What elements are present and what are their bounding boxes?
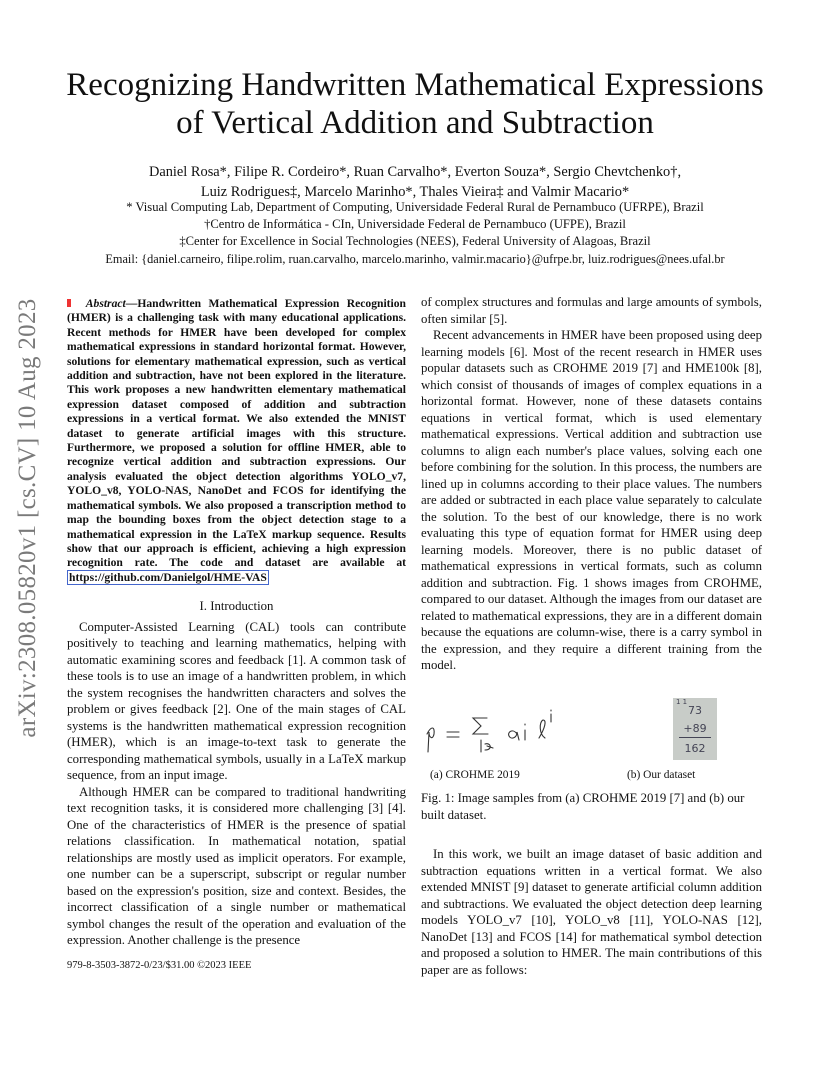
subcaption-a: (a) CROHME 2019 (430, 769, 520, 781)
affiliations (50, 199, 780, 268)
introduction (67, 590, 406, 949)
right-column-text (421, 294, 762, 674)
copyright-footer: 979-8-3503-3872-0/23/$31.00 ©2023 IEEE (67, 960, 252, 971)
annotation-marker (67, 299, 71, 307)
sum: 162 (684, 742, 706, 755)
contributions-intro (421, 846, 762, 978)
author-list (50, 162, 780, 202)
arxiv-sidebar (8, 278, 48, 758)
our-dataset-sample-image (673, 698, 717, 760)
right-paragraph-2: In this work, we built an image dataset of basic addition and subtraction equations written in a vertical format. We also extended MNIST [9] dataset to generate artificial column addition and subtractions. We evaluated the object detection deep learning models YOLO_v7 [10], YOLO_v8 [11], YOLO-NAS [12], NanoDet [13] and FCOS [14] for mathematical symbol detection and proposed a solution to HMER. The main contributions of this paper are as follows: (421, 847, 762, 977)
sum-line (679, 737, 711, 738)
right-paragraph-1: Recent advancements in HMER have been proposed using deep learning models [6]. Most of the recent research in HMER uses popular datasets such as CROHME 2019 [7] and HME100k [8], which consist of thousands of images of complex equations in a horizontal format. However, none of these datasets contains equations in vertical format, which is used elementary mathematical expressions. Vertical addition and subtraction use columns to align each number's place values, solving each one before combining for the solution. In this process, the numbers are lined up in columns according to their place values. The numbers are added or subtracted in each place value separately to calculate the solution. To the best of our knowledge, there is no work evaluating this type of equation format for HMER using deep learning models. Moreover, there is no public dataset of mathematical expressions in vertical formats, such as column addition and subtraction. Fig. 1 shows images from CROHME, compared to our dataset. Although the images from our dataset are related to mathematical expressions, they are in a different domain because the equations are column-wise, there is a carry symbol in the expression, and they require a different training from the model. (421, 328, 762, 672)
abstract (67, 297, 406, 585)
addend-2: +89 (683, 722, 707, 735)
affiliation-3: ‡Center for Excellence in Social Technologies (NEES), Federal University of Alagoas, Brazil (179, 234, 651, 248)
section-heading: I. Introduction (199, 599, 274, 613)
paper-title (50, 66, 780, 142)
authors-line-1: Daniel Rosa*, Filipe R. Cordeiro*, Ruan Carvalho*, Everton Souza*, Sergio Chevtchenko†, (148, 164, 682, 180)
figure-1 (421, 698, 762, 788)
affiliation-1: * Visual Computing Lab, Department of Computing, Universidade Federal Rural de Pernambuco (UFRPE), Brazil (126, 200, 704, 214)
intro-paragraph-2: Although HMER can be compared to traditional handwriting text recognition tasks, it is considered more challenging [3] [4]. One of the characteristics of HMER is the presence of spatial relations classification. In mathematical notation, spatial relationships are mostly used as implicit operators. For example, one number can be a superscript, subscript or regular number based on the expression's position, size and context. Besides, the incorrect classification of a single number or mathematical symbol changes the result of the operation and evaluation of the expression. Another challenge is the presence (67, 784, 406, 947)
arxiv-id: arXiv:2308.05820v1 [cs.CV] 10 Aug 2023 (14, 298, 41, 738)
figure-caption: Fig. 1: Image samples from (a) CROHME 2019 [7] and (b) our built dataset. (421, 791, 745, 822)
addend-1: 73 (688, 704, 702, 717)
abstract-text: —Handwritten Mathematical Expression Recognition (HMER) is a challenging task with many educational applications. Recent methods for HMER have been developed for complex mathematical expressions in standard horizontal format. However, solutions for elementary mathematical expression, such as vertical addition and subtraction, have not been explored in the literature. This work proposes a new handwritten elementary mathematical expression dataset composed of addition and subtraction expressions in a vertical format. We also extended the MNIST dataset to generate artificial images with this structure. Furthermore, we proposed a solution for offline HMER, able to recognize vertical addition and subtraction expressions. Our analysis evaluated the object detection algorithms YOLO_v7, YOLO_v8, YOLO-NAS, NanoDet and FCOS for identifying the mathematical symbols. We also proposed a transcription method to map the bounding boxes from the object detection stage to a mathematical expression in the LaTeX markup sequence. Results show that our approach is efficient, achieving a high expression recognition rate. The code and dataset are available at (67, 297, 406, 570)
dataset-link[interactable]: https://github.com/Danielgol/HME-VAS (69, 570, 267, 584)
authors-line-2: Luiz Rodrigues‡, Marcelo Marinho*, Thales Vieira‡ and Valmir Macario* (200, 184, 630, 200)
title-line-2: of Vertical Addition and Subtraction (176, 105, 654, 141)
email-line: Email: {daniel.carneiro, filipe.rolim, ruan.carvalho, marcelo.marinho, valmir.macario}@ufrpe.br, luiz.rodrigues@nees.ufal.br (105, 252, 725, 266)
crohme-sample-image (421, 704, 591, 760)
subcaption-b: (b) Our dataset (627, 769, 696, 781)
abstract-lead: Abstract (85, 297, 126, 310)
intro-paragraph-1: Computer-Assisted Learning (CAL) tools can contribute positively to teaching and learning mathematics, helping with automatic examining scores and feedback [1]. A common task of these tools is to use an image of a handwritten problem, in which the system recognises the handwritten characters and solves the problem or gives feedback [2]. One of the main stages of CAL systems is the handwritten mathematical expression recognition (HMER), which is an image-to-text task to generate the corresponding mathematical symbols, usually in a LaTeX markup sequence, from an input image. (67, 619, 406, 782)
right-paragraph-0: of complex structures and formulas and large amounts of symbols, often similar [5]. (421, 295, 762, 326)
affiliation-2: †Centro de Informática - CIn, Universidade Federal de Pernambuco (UFPE), Brazil (204, 217, 626, 231)
title-line-1: Recognizing Handwritten Mathematical Expressions (66, 67, 764, 103)
carry-digits: 1 1 (676, 698, 688, 706)
